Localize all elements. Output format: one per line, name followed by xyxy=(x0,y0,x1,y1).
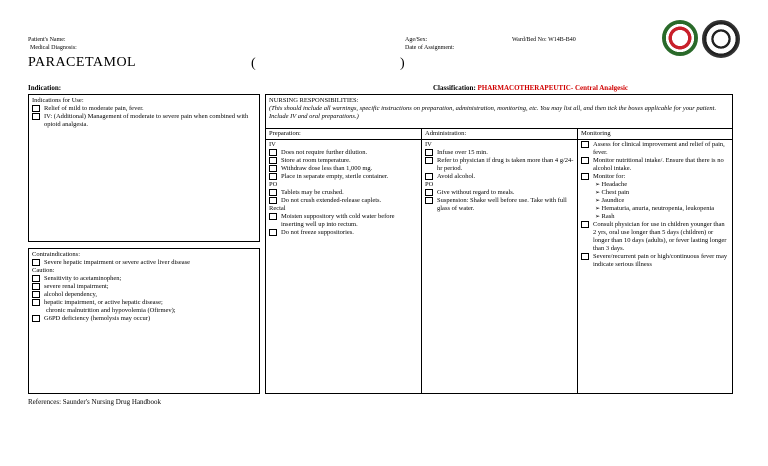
monitor-subitem: ➢ Headache xyxy=(595,181,729,189)
checkbox[interactable] xyxy=(269,173,277,180)
checkbox[interactable] xyxy=(425,189,433,196)
ward-bed-label: Ward/Bed No: W14B-B40 xyxy=(512,37,576,43)
nursing-header xyxy=(266,95,732,129)
prep-item: Do not freeze suppositories. xyxy=(269,229,418,237)
checkbox[interactable] xyxy=(32,315,40,322)
monitor-subitem: ➢ Hematuria, anuria, neutropenia, leukopenia xyxy=(595,205,729,213)
classification-label: Classification: xyxy=(433,84,476,92)
indications-box xyxy=(28,94,260,242)
classification xyxy=(433,84,628,92)
checkbox[interactable] xyxy=(269,229,277,236)
administration-column xyxy=(422,129,578,393)
prep-item: Place in separate empty, sterile container. xyxy=(269,173,418,181)
caution-item: G6PD deficiency (hemolysis may occur) xyxy=(32,315,256,323)
prep-iv-label: IV xyxy=(269,141,276,148)
monitor-item: Assess for clinical improvement and relief of pain, fever. xyxy=(581,141,729,157)
monitor-sublist xyxy=(581,181,729,221)
date-assignment-label: Date of Assignment: xyxy=(405,45,455,51)
college-seal-logo xyxy=(702,20,740,58)
administration-header: Administration: xyxy=(422,129,577,140)
nursing-columns xyxy=(266,129,732,393)
admin-item: Give without regard to meals. xyxy=(425,189,574,197)
checkbox[interactable] xyxy=(581,253,589,260)
caution-extra: chronic malnutrition and hypovolemia (Ofirmev); xyxy=(46,307,176,314)
nursing-title: NURSING RESPONSIBILITIES: xyxy=(269,97,359,104)
paren-open: ( xyxy=(251,56,256,71)
contraindications-title: Contraindications: xyxy=(32,251,81,258)
checkbox[interactable] xyxy=(269,189,277,196)
checkbox[interactable] xyxy=(32,299,40,306)
references: References: Saunder's Nursing Drug Handbook xyxy=(28,398,162,406)
checkbox[interactable] xyxy=(269,165,277,172)
classification-value: PHARMACOTHERAPEUTIC- Central Analgesic xyxy=(477,84,629,92)
checkbox[interactable] xyxy=(32,283,40,290)
medical-diagnosis-label: Medical Diagnosis: xyxy=(30,45,77,51)
indication-item: Relief of mild to moderate pain, fever. xyxy=(32,105,256,113)
monitor-item: Severe/recurrent pain or high/continuous fever may indicate serious illness xyxy=(581,253,729,269)
checkbox[interactable] xyxy=(425,197,433,204)
checkbox[interactable] xyxy=(32,259,40,266)
checkbox[interactable] xyxy=(32,291,40,298)
contra-item: Severe hepatic impairment or severe active liver disease xyxy=(32,259,256,267)
drug-name: PARACETAMOL xyxy=(28,55,137,70)
prep-rectal-label: Rectal xyxy=(269,205,286,212)
preparation-column xyxy=(266,129,422,393)
checkbox[interactable] xyxy=(425,157,433,164)
checkbox[interactable] xyxy=(581,173,589,180)
prep-item: Store at room temperature. xyxy=(269,157,418,165)
indication-label: Indication: xyxy=(28,84,62,92)
nursing-subtitle: (This should include all warnings, specific instructions on preparation, administration, monitoring, etc. You may list all, and then tick the boxes applicable for your patient. Include IV and oral preparations.) xyxy=(269,105,717,120)
checkbox[interactable] xyxy=(269,197,277,204)
monitor-item: Monitor nutritional intake/. Ensure that there is no alcohol intake. xyxy=(581,157,729,173)
checkbox[interactable] xyxy=(32,105,40,112)
admin-po-label: PO xyxy=(425,181,434,188)
monitor-item: Consult physician for use in children younger than 2 yrs, oral use longer than 5 days (children) or longer than 10 days (adults), or fever lasting longer than 3 days. xyxy=(581,221,729,253)
checkbox[interactable] xyxy=(269,149,277,156)
admin-item: Suspension: Shake well before use. Take with full glass of water. xyxy=(425,197,574,213)
admin-item: Refer to physician if drug is taken more than 4 g/24-hr period. xyxy=(425,157,574,173)
checkbox[interactable] xyxy=(269,157,277,164)
caution-item: hepatic impairment, or active hepatic disease; xyxy=(32,299,256,307)
monitor-subitem: ➢ Chest pain xyxy=(595,189,729,197)
checkbox[interactable] xyxy=(425,173,433,180)
monitor-subitem: ➢ Jaundice xyxy=(595,197,729,205)
admin-item: Avoid alcohol. xyxy=(425,173,574,181)
contraindications-box xyxy=(28,248,260,394)
caution-item: severe renal impairment; xyxy=(32,283,256,291)
admin-item: Infuse over 15 min. xyxy=(425,149,574,157)
monitoring-header: Monitoring xyxy=(578,129,732,140)
monitor-item: Monitor for: xyxy=(581,173,729,181)
caution-item: alcohol dependency, xyxy=(32,291,256,299)
checkbox[interactable] xyxy=(269,213,277,220)
nursing-responsibilities-box xyxy=(265,94,733,394)
checkbox[interactable] xyxy=(581,141,589,148)
indication-item: IV: (Additional) Management of moderate to severe pain when combined with opioid analgesia. xyxy=(32,113,256,129)
prep-item: Do not crush extended-release caplets. xyxy=(269,197,418,205)
university-seal-logo xyxy=(662,20,698,56)
paren-close: ) xyxy=(400,56,405,71)
caution-title: Caution: xyxy=(32,267,55,274)
checkbox[interactable] xyxy=(581,157,589,164)
patient-name-label: Patient's Name: xyxy=(28,37,66,43)
indications-title: Indications for Use: xyxy=(32,97,84,104)
prep-item: Does not require further dilution. xyxy=(269,149,418,157)
caution-item: Sensitivity to acetaminophen; xyxy=(32,275,256,283)
checkbox[interactable] xyxy=(581,221,589,228)
checkbox[interactable] xyxy=(32,275,40,282)
monitor-subitem: ➢ Rash xyxy=(595,213,729,221)
age-sex-label: Age/Sex: xyxy=(405,37,428,43)
prep-po-label: PO xyxy=(269,181,278,188)
prep-item: Moisten suppository with cold water before inserting well up into rectum. xyxy=(269,213,418,229)
prep-item: Tablets may be crushed. xyxy=(269,189,418,197)
prep-item: Withdraw dose less than 1,000 mg. xyxy=(269,165,418,173)
monitoring-column xyxy=(578,129,732,393)
checkbox[interactable] xyxy=(32,113,40,120)
checkbox[interactable] xyxy=(425,149,433,156)
admin-iv-label: IV xyxy=(425,141,432,148)
preparation-header: Preparation: xyxy=(266,129,421,140)
